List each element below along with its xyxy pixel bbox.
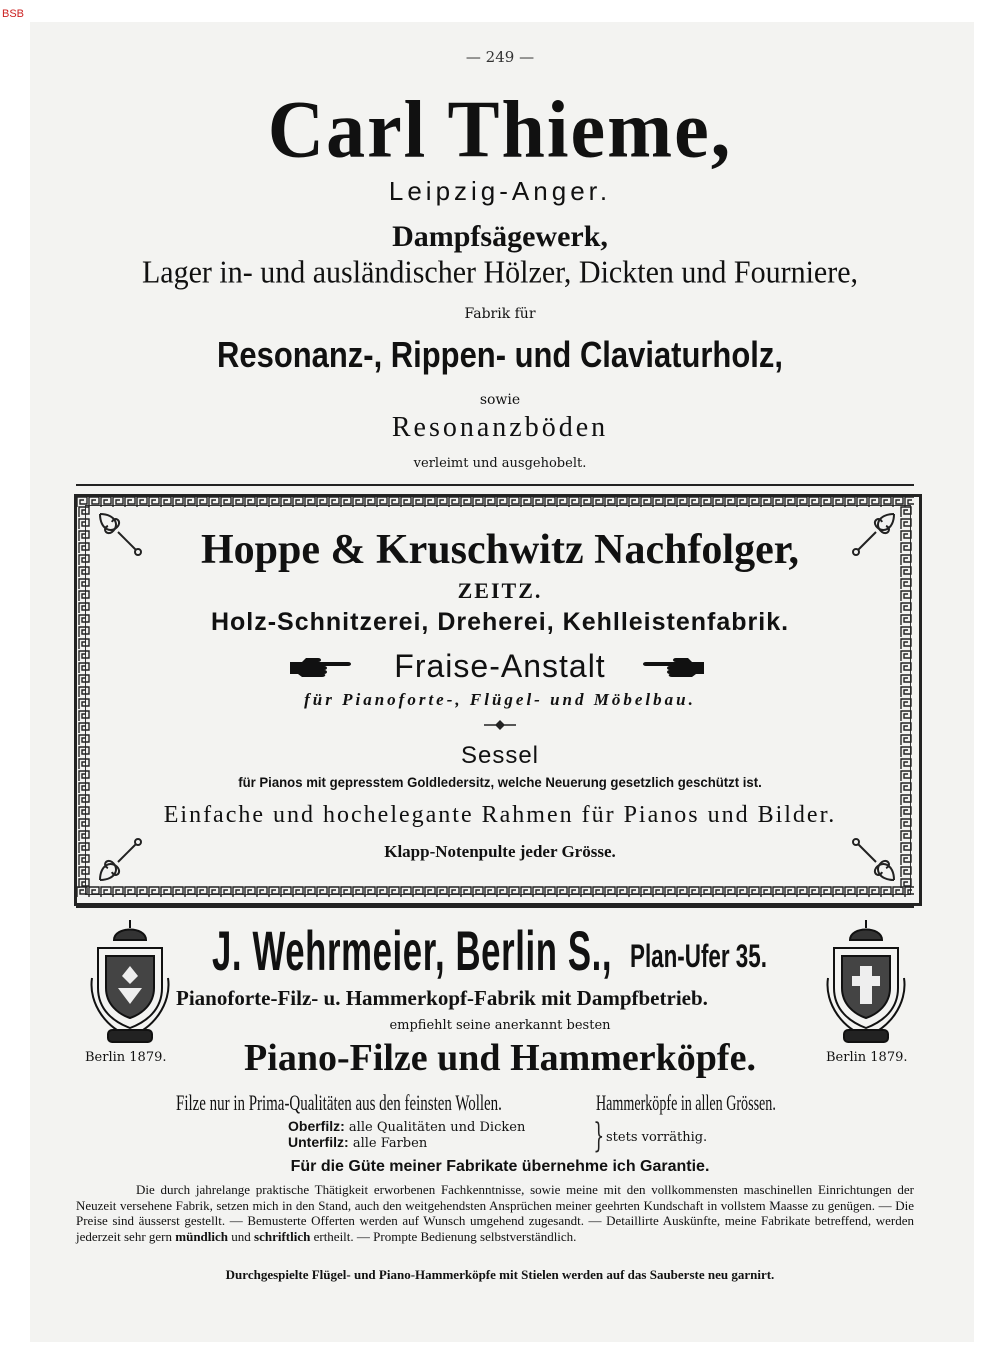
divider-flourish-icon bbox=[482, 720, 518, 730]
unterfilz-text: alle Farben bbox=[352, 1136, 428, 1151]
unterfilz-label: Unterfilz: bbox=[288, 1134, 349, 1150]
thieme-resonanzboeden: Resonanzböden bbox=[391, 412, 609, 443]
thieme-city: Leipzig-Anger. bbox=[388, 176, 612, 206]
thieme-company-name: Carl Thieme, bbox=[267, 82, 733, 175]
page-number: — 249 — bbox=[465, 48, 535, 66]
para-part-2: ertheilt. — Prompte Bedienung selbstverständlich. bbox=[313, 1228, 577, 1244]
wehrmeier-address: Plan-Ufer 35. bbox=[630, 938, 767, 974]
greek-key-border-bottom bbox=[76, 886, 914, 898]
para-schriftlich: schriftlich bbox=[254, 1228, 311, 1244]
wehrmeier-paragraph bbox=[76, 1182, 914, 1244]
wehrmeier-berlin-left: Berlin 1879. bbox=[85, 1050, 167, 1065]
hoppe-company-name: Hoppe & Kruschwitz Nachfolger, bbox=[200, 527, 800, 573]
thieme-warehouse-line: Lager in- und ausländischer Hölzer, Dickten und Fourniere, bbox=[141, 255, 859, 290]
hoppe-sessel-description: für Pianos mit gepresstem Goldledersitz, welche Neuerung gesetzlich geschützt ist. bbox=[238, 774, 762, 790]
thieme-resonanz-line: Resonanz-, Rippen- und Claviaturholz, bbox=[217, 334, 783, 375]
thieme-sawmill: Dampfsägewerk, bbox=[392, 220, 608, 253]
para-part-1: Die durch jahrelange praktische Thätigkeit erworbenen Fachkenntnisse, sowie meine mit den vollkommensten maschinellen Einrichtungen der Neuzeit versehene Fabrik, setzen mich in den Stand, auch den weitgehendsten Ansprüchen meiner geehrten Kundschaft in vollstem Maasse zu genügen. — Die Preise sind äusserst gestellt. — Bemusterte Offerten werden auf Wunsch umgehend zugesandt. — Detaillirte Auskünfte, meine Fabrikate betreffend, werden jederzeit sehr gern bbox=[76, 1182, 914, 1244]
para-muendlich: mündlich bbox=[175, 1228, 229, 1244]
divider-rule bbox=[76, 484, 914, 486]
thieme-verleimt: verleimt und ausgehobelt. bbox=[413, 456, 587, 471]
wehrmeier-unterfilz bbox=[288, 1134, 427, 1151]
para-und: und bbox=[231, 1228, 251, 1244]
hoppe-sessel: Sessel bbox=[460, 742, 540, 769]
hoppe-fuer-pianoforte: für Pianoforte-, Flügel- und Möbelbau. bbox=[304, 690, 696, 709]
greek-key-border-top bbox=[76, 496, 914, 508]
hoppe-city: ZEITZ. bbox=[457, 578, 543, 603]
library-tag: BSB bbox=[2, 8, 25, 20]
wehrmeier-filze-line: Filze nur in Prima-Qualitäten aus den feinsten Wollen. bbox=[176, 1090, 502, 1115]
brace-icon: } bbox=[593, 1116, 605, 1156]
hoppe-rahmen: Einfache und hochelegante Rahmen für Pianos und Bilder. bbox=[163, 802, 837, 828]
pointing-hand-left-icon bbox=[640, 656, 706, 678]
wehrmeier-empfiehlt: empfiehlt seine anerkannt besten bbox=[389, 1018, 611, 1033]
wehrmeier-last-line: Durchgespielte Flügel- und Piano-Hammerköpfe mit Stielen werden auf das Sauberste neu garnirt. bbox=[225, 1267, 775, 1282]
thieme-fabrik-fuer: Fabrik für bbox=[464, 306, 536, 322]
oberfilz-text: alle Qualitäten und Dicken bbox=[348, 1120, 526, 1135]
wehrmeier-paragraph-text bbox=[76, 1182, 914, 1244]
oberfilz-label: Oberfilz: bbox=[288, 1118, 345, 1134]
wehrmeier-fabrik-line: Pianoforte-Filz- u. Hammerkopf-Fabrik mit Dampfbetrieb. bbox=[176, 986, 708, 1010]
wehrmeier-stets: stets vorräthig. bbox=[606, 1130, 708, 1145]
wehrmeier-oberfilz bbox=[288, 1118, 525, 1135]
hoppe-fraise-anstalt: Fraise-Anstalt bbox=[394, 648, 606, 684]
wehrmeier-headline: Piano-Filze und Hammerköpfe. bbox=[244, 1037, 756, 1079]
wehrmeier-header bbox=[212, 918, 857, 983]
thieme-sowie: sowie bbox=[479, 392, 521, 408]
wehrmeier-company-name: J. Wehrmeier, Berlin S., bbox=[212, 919, 613, 982]
wehrmeier-berlin-right: Berlin 1879. bbox=[826, 1050, 908, 1065]
hoppe-trades: Holz-Schnitzerei, Dreherei, Kehlleistenfabrik. bbox=[210, 608, 790, 636]
divider-rule-2 bbox=[76, 906, 914, 908]
wehrmeier-guarantee: Für die Güte meiner Fabrikate übernehme ich Garantie. bbox=[290, 1158, 710, 1175]
wehrmeier-hammer-line: Hammerköpfe in allen Grössen. bbox=[596, 1090, 776, 1115]
hoppe-klapp-notenpulte: Klapp-Notenpulte jeder Grösse. bbox=[384, 842, 616, 861]
